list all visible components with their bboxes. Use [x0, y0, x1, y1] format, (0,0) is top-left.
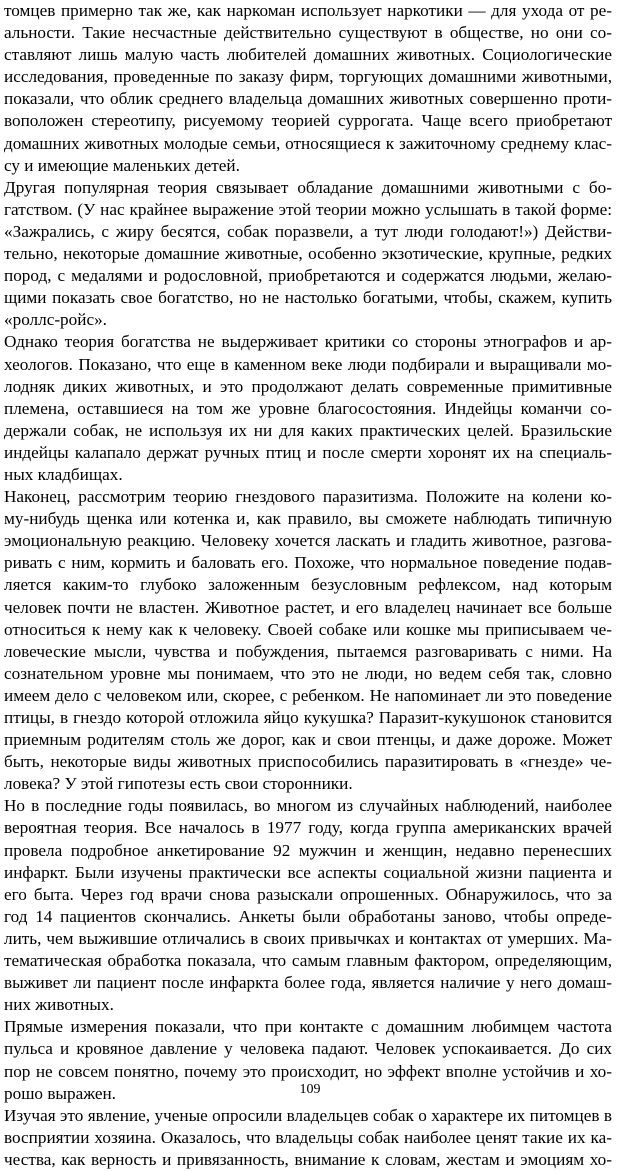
text-line: эмоциональную реакцию. Человеку хочется ласкать и гладить животное, разгова-: [4, 531, 612, 551]
body-text: [4, 0, 612, 1171]
text-line: лить, чем выжившие отличались в своих привычках и контактах от умерших. Ма-: [4, 928, 612, 948]
text-line: ставляют лишь малую часть любителей домашних животных. Социологические: [4, 45, 612, 65]
text-line: ловеческие мысли, чувства и побуждения, пытаемся разговаривать с ними. На: [4, 641, 612, 661]
text-line: приемным родителям столь же дорог, как и свои птенцы, и даже дороже. Может: [4, 730, 612, 750]
text-line: ловека? У этой гипотезы есть свои сторонники.: [4, 774, 353, 794]
text-line: ных кладбищах.: [4, 464, 123, 484]
text-line: относиться к нему как к человеку. Своей собаке или кошке мы приписываем че-: [4, 619, 612, 639]
text-line: пульса и кровяное давление у человека падают. Человек успокаивается. До сих: [4, 1039, 612, 1059]
text-line: Наконец, рассмотрим теорию гнездового паразитизма. Положите на колени ко-: [4, 487, 612, 507]
text-line: гатством. (У нас крайнее выражение этой теории можно услышать в такой форме:: [4, 199, 612, 219]
text-line: Изучая это явление, ученые опросили владельцев собак о характере их питомцев в: [4, 1105, 612, 1125]
text-line: человек почти не властен. Животное растет, и его владелец начинает все больше: [4, 597, 612, 617]
page-number: 109: [299, 1082, 321, 1097]
text-line: ляется каким-то глубоко заложенным безусловным рефлексом, над которым: [4, 575, 612, 595]
text-line: имеем дело с человеком или, скорее, с ребенком. Не напоминает ли это поведение: [4, 685, 612, 705]
text-line: чества, как верность и привязанность, внимание к словам, жестам и эмоциям хо-: [4, 1149, 612, 1169]
text-line: показали, что облик среднего владельца домашних животных совершенно проти-: [4, 89, 612, 109]
text-line: му-нибудь щенка или котенка и, как правило, вы сможете наблюдать типичную: [4, 509, 612, 529]
text-line: тельно, некоторые домашние животные, особенно экзотические, крупные, редких: [4, 244, 612, 264]
text-line: восприятии хозяина. Оказалось, что владельцы собак наиболее ценят такие их ка-: [4, 1127, 612, 1147]
text-line: Однако теория богатства не выдерживает критики со стороны этнографов и ар-: [4, 332, 612, 352]
text-line: Другая популярная теория связывает обладание домашними животными с бо-: [4, 177, 612, 197]
text-line: домашних животных молодые семьи, относящиеся к зажиточному среднему клас-: [4, 133, 612, 153]
text-line: пород, с медалями и родословной, приобретаются и содержатся людьми, желаю-: [4, 266, 612, 286]
text-line: год 14 пациентов скончались. Анкеты были обработаны заново, чтобы опреде-: [4, 906, 612, 926]
text-line: них животных.: [4, 995, 114, 1015]
text-line: лодняк диких животных, и это продолжают делать современные примитивные: [4, 376, 612, 396]
text-line: пор не совсем понятно, почему это происходит, но эффект вполне устойчив и хо-: [4, 1061, 612, 1081]
text-line: сознательном уровне мы понимаем, что это не люди, но ведем себя так, словно: [4, 663, 612, 683]
text-line: тематическая обработка показала, что самым главным фактором, определяющим,: [4, 951, 612, 971]
text-line: выживет ли пациент после инфаркта более года, является наличие у него домаш-: [4, 973, 612, 993]
text-line: быть, некоторые виды животных приспособились паразитировать в «гнезде» че-: [4, 752, 612, 772]
text-line: исследования, проведенные по заказу фирм, торгующих домашними животными,: [4, 67, 612, 87]
text-line: Но в последние годы появилась, во многом из случайных наблюдений, наиболее: [4, 796, 612, 816]
text-line: Прямые измерения показали, что при контакте с домашним любимцем частота: [4, 1017, 612, 1037]
text-line: воположен стереотипу, рисуемому теорией суррогата. Чаще всего приобретают: [4, 111, 612, 131]
text-line: птицы, в гнездо которой отложила яйцо кукушка? Паразит-кукушонок становится: [4, 708, 612, 727]
text-line: альности. Такие несчастные действительно существуют в обществе, но они со-: [4, 23, 612, 43]
text-line: щими показать свое богатство, но не настолько богатыми, чтобы, скажем, купить: [4, 288, 612, 308]
text-line: рошо выражен.: [4, 1083, 116, 1103]
text-line: провела подробное анкетирование 92 мужчин и женщин, недавно перенесших: [4, 840, 612, 860]
text-line: «роллс-ройс».: [4, 310, 107, 330]
text-line: томцев примерно так же, как наркоман использует наркотики — для ухода от ре-: [4, 1, 612, 20]
text-line: индейцы калапало держат ручных птиц и после смерти хоронят их на специаль-: [4, 442, 612, 462]
text-line: су и имеющие маленьких детей.: [4, 155, 240, 175]
text-line: хеологов. Показано, что еще в каменном веке люди подбирали и выращивали мо-: [4, 354, 612, 374]
text-line: его быта. Через год врачи снова разыскали опрошенных. Обнаружилось, что за: [4, 884, 612, 904]
text-line: инфаркт. Были изучены практически все аспекты социальной жизни пациента и: [4, 862, 612, 882]
text-line: ривать с ним, кормить и баловать его. Похоже, что нормальное поведение подав-: [4, 553, 612, 573]
text-line: держали собак, не используя их ни для каких практических целей. Бразильские: [4, 420, 612, 440]
text-line: племена, оставшиеся на том же уровне благосостояния. Индейцы команчи со-: [4, 398, 612, 418]
text-line: вероятная теория. Все началось в 1977 году, когда группа американских врачей: [4, 818, 612, 838]
text-line: «Зажрались, с жиру бесятся, собак поразвели, а тут люди голодают!») Действи-: [4, 221, 612, 241]
